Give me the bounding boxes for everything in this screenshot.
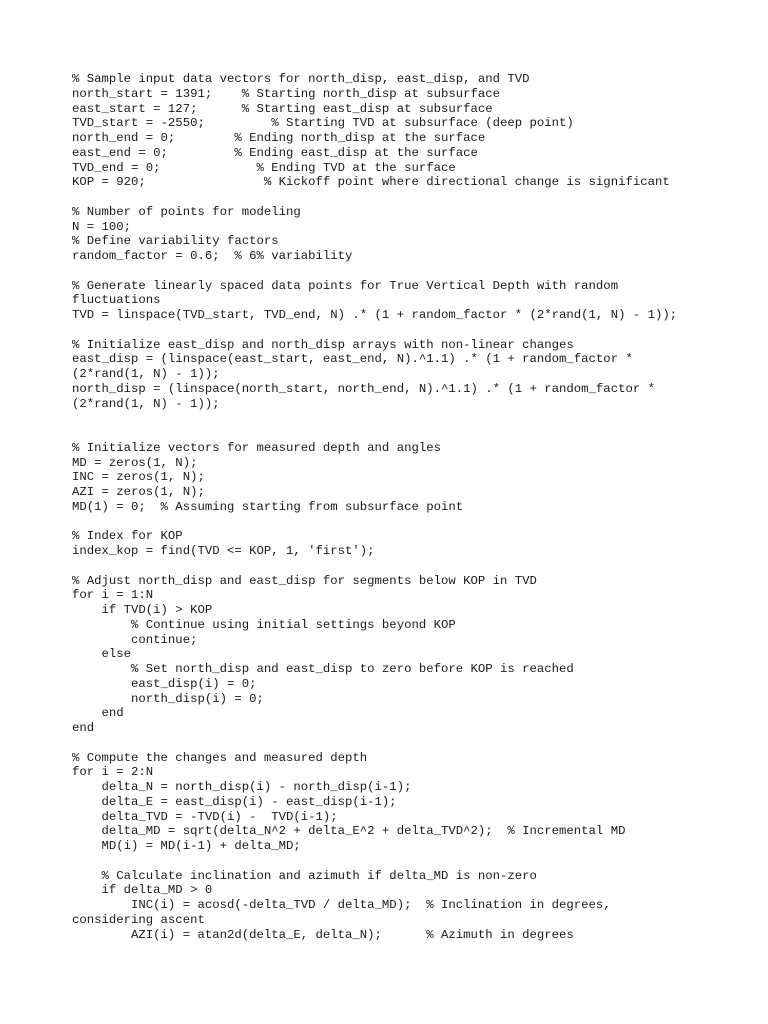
code-line: (2*rand(1, N) - 1)); (72, 367, 220, 381)
code-line: random_factor = 0.6; % 6% variability (72, 249, 353, 263)
blank-line (72, 736, 752, 751)
code-line: for i = 1:N (72, 588, 154, 603)
blank-line (72, 559, 752, 574)
blank-line (72, 264, 752, 279)
code-line: KOP = 920; % Kickoff point where directional change is significant (72, 175, 670, 190)
code-line: INC = zeros(1, N); (72, 470, 205, 485)
code-line: delta_MD = sqrt(delta_N^2 + delta_E^2 + delta_TVD^2); % Incremental MD (72, 824, 626, 839)
code-line: MD(i) = MD(i-1) + delta_MD; (72, 839, 301, 853)
blank-line (72, 190, 752, 205)
code-line: N = 100; (72, 219, 132, 234)
code-line: fluctuations (72, 293, 161, 308)
code-line: if TVD(i) > KOP (72, 603, 213, 617)
code-line: end (72, 721, 95, 735)
code-document (72, 72, 752, 942)
code-line: % Initialize vectors for measured depth and angles (72, 440, 441, 455)
code-line: % Set north_disp and east_disp to zero before KOP is reached (72, 662, 574, 676)
code-line: end (72, 706, 124, 721)
blank-line (72, 323, 752, 338)
code-line: for i = 2:N (72, 765, 154, 780)
code-line: continue; (72, 632, 198, 647)
blank-line (72, 426, 752, 441)
code-line: % Generate linearly spaced data points for True Vertical Depth with random (72, 278, 619, 293)
code-line: AZI = zeros(1, N); (72, 485, 205, 499)
code-line: % Sample input data vectors for north_disp, east_disp, and TVD (72, 72, 530, 86)
code-line: (2*rand(1, N) - 1)); (72, 396, 220, 411)
code-line: north_disp(i) = 0; (72, 691, 264, 706)
code-line: east_end = 0; % Ending east_disp at the surface (72, 145, 478, 160)
code-line: % Compute the changes and measured depth (72, 750, 368, 765)
code-line: north_start = 1391; % Starting north_disp at subsurface (72, 86, 501, 101)
blank-line (72, 515, 752, 530)
code-line: north_end = 0; % Ending north_disp at the surface (72, 131, 486, 145)
code-line: north_disp = (linspace(north_start, north_end, N).^1.1) .* (1 + random_factor * (72, 381, 655, 396)
code-line: delta_TVD = -TVD(i) - TVD(i-1); (72, 809, 338, 824)
code-line: MD(1) = 0; % Assuming starting from subsurface point (72, 499, 464, 514)
code-line: east_disp = (linspace(east_start, east_end, N).^1.1) .* (1 + random_factor * (72, 352, 633, 367)
code-line: index_kop = find(TVD <= KOP, 1, 'first'); (72, 544, 375, 558)
code-line: delta_N = north_disp(i) - north_disp(i-1); (72, 780, 412, 794)
code-line: delta_E = east_disp(i) - east_disp(i-1); (72, 794, 397, 809)
code-line: east_disp(i) = 0; (72, 676, 257, 691)
code-line: if delta_MD > 0 (72, 883, 213, 898)
blank-line (72, 411, 752, 426)
code-line: % Number of points for modeling (72, 204, 301, 219)
code-line: % Adjust north_disp and east_disp for segments below KOP in TVD (72, 573, 537, 588)
code-line: TVD_end = 0; % Ending TVD at the surface (72, 160, 456, 175)
code-line: TVD = linspace(TVD_start, TVD_end, N) .* (1 + random_factor * (2*rand(1, N) - 1)); (72, 308, 678, 322)
code-line: TVD_start = -2550; % Starting TVD at subsurface (deep point) (72, 116, 574, 131)
code-line: else (72, 647, 132, 662)
code-line: % Initialize east_disp and north_disp arrays with non-linear changes (72, 337, 574, 352)
code-line: MD = zeros(1, N); (72, 455, 198, 470)
code-line: % Calculate inclination and azimuth if delta_MD is non-zero (72, 868, 537, 883)
code-line: AZI(i) = atan2d(delta_E, delta_N); % Azimuth in degrees (72, 927, 574, 942)
code-line: % Index for KOP (72, 529, 183, 544)
code-line: considering ascent (72, 912, 205, 927)
blank-line (72, 854, 752, 869)
code-line: east_start = 127; % Starting east_disp at subsurface (72, 101, 493, 116)
code-line: INC(i) = acosd(-delta_TVD / delta_MD); % Inclination in degrees, (72, 898, 611, 912)
code-line: % Define variability factors (72, 234, 279, 249)
code-line: % Continue using initial settings beyond KOP (72, 617, 456, 632)
